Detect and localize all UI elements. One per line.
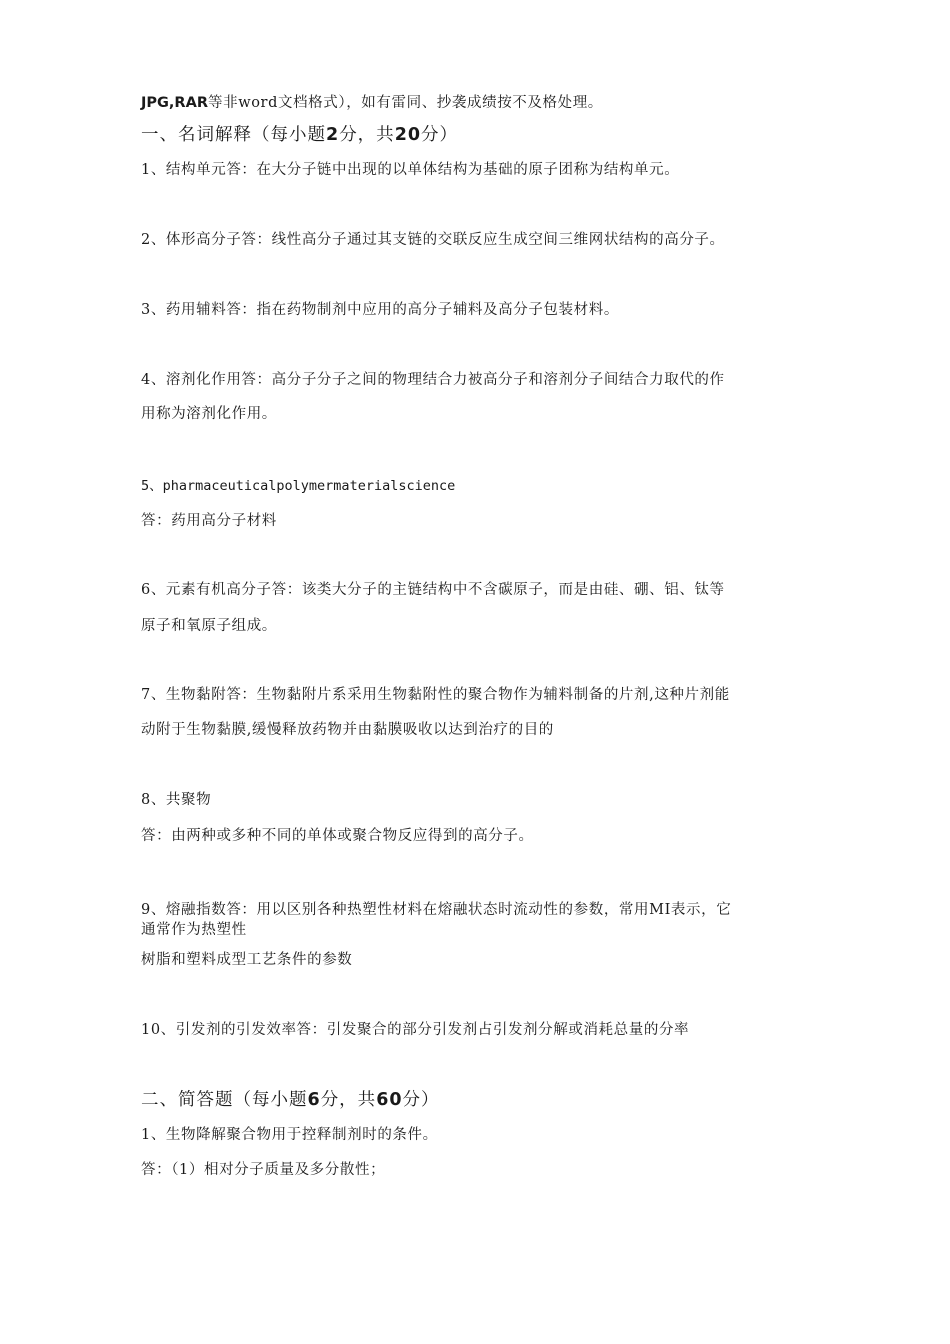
term-8-answer: 答：由两种或多种不同的单体或聚合物反应得到的高分子。	[141, 828, 534, 844]
section2-heading-text-2: 分，共	[320, 1090, 377, 1110]
section1-heading-text-2: 分，共	[339, 125, 395, 145]
term-5-answer: 答：药用高分子材料	[141, 513, 277, 529]
section2-heading	[141, 1090, 440, 1110]
term-8: 8、共聚物	[141, 792, 212, 808]
term-3: 3、药用辅料答：指在药物制剂中应用的高分子辅料及高分子包装材料。	[141, 302, 619, 318]
term-1: 1、结构单元答：在大分子链中出现的以单体结构为基础的原子团称为结构单元。	[141, 162, 680, 178]
term-5: 5、pharmaceuticalpolymermaterialscience	[141, 478, 456, 494]
section1-heading-total: 20	[394, 125, 422, 145]
term-10: 10、引发剂的引发效率答：引发聚合的部分引发剂占引发剂分解或消耗总量的分率	[141, 1022, 690, 1038]
section1-heading	[141, 125, 458, 145]
section1-heading-text-3: 分）	[421, 125, 459, 145]
term-6: 6、元素有机高分子答：该类大分子的主链结构中不含碳原子，而是由硅、硼、铝、钛等	[141, 582, 725, 598]
section2-heading-total: 60	[376, 1090, 403, 1110]
intro-rest: 等非word文档格式），如有雷同、抄袭成绩按不及格处理。	[208, 95, 603, 111]
section2-heading-points: 6	[307, 1090, 321, 1110]
term-7: 7、生物黏附答：生物黏附片系采用生物黏附性的聚合物作为辅料制备的片剂,这种片剂能	[141, 687, 730, 703]
term-4-cont: 用称为溶剂化作用。	[141, 406, 277, 422]
intro-line	[141, 93, 603, 113]
section1-heading-points: 2	[326, 125, 340, 145]
term-2: 2、体形高分子答：线性高分子通过其支链的交联反应生成空间三维网状结构的高分子。	[141, 232, 725, 248]
section2-heading-text: 二、简答题（每小题	[141, 1090, 308, 1110]
section2-heading-text-3: 分）	[402, 1090, 440, 1110]
intro-lead: JPG,RAR	[141, 95, 208, 111]
term-6-cont: 原子和氧原子组成。	[141, 618, 277, 634]
section1-heading-text: 一、名词解释（每小题	[141, 125, 326, 145]
term-9-cont: 通常作为热塑性	[141, 922, 247, 938]
term-4: 4、溶剂化作用答：高分子分子之间的物理结合力被高分子和溶剂分子间结合力取代的作	[141, 372, 725, 388]
question-1: 1、生物降解聚合物用于控释制剂时的条件。	[141, 1127, 438, 1143]
term-9-cont-2: 树脂和塑料成型工艺条件的参数	[141, 952, 353, 968]
question-1-answer: 答：（1）相对分子质量及多分散性；	[141, 1162, 386, 1178]
term-9: 9、熔融指数答：用以区别各种热塑性材料在熔融状态时流动性的参数，常用MI表示，它	[141, 902, 732, 918]
term-7-cont: 动附于生物黏膜,缓慢释放药物并由黏膜吸收以达到治疗的目的	[141, 722, 554, 738]
